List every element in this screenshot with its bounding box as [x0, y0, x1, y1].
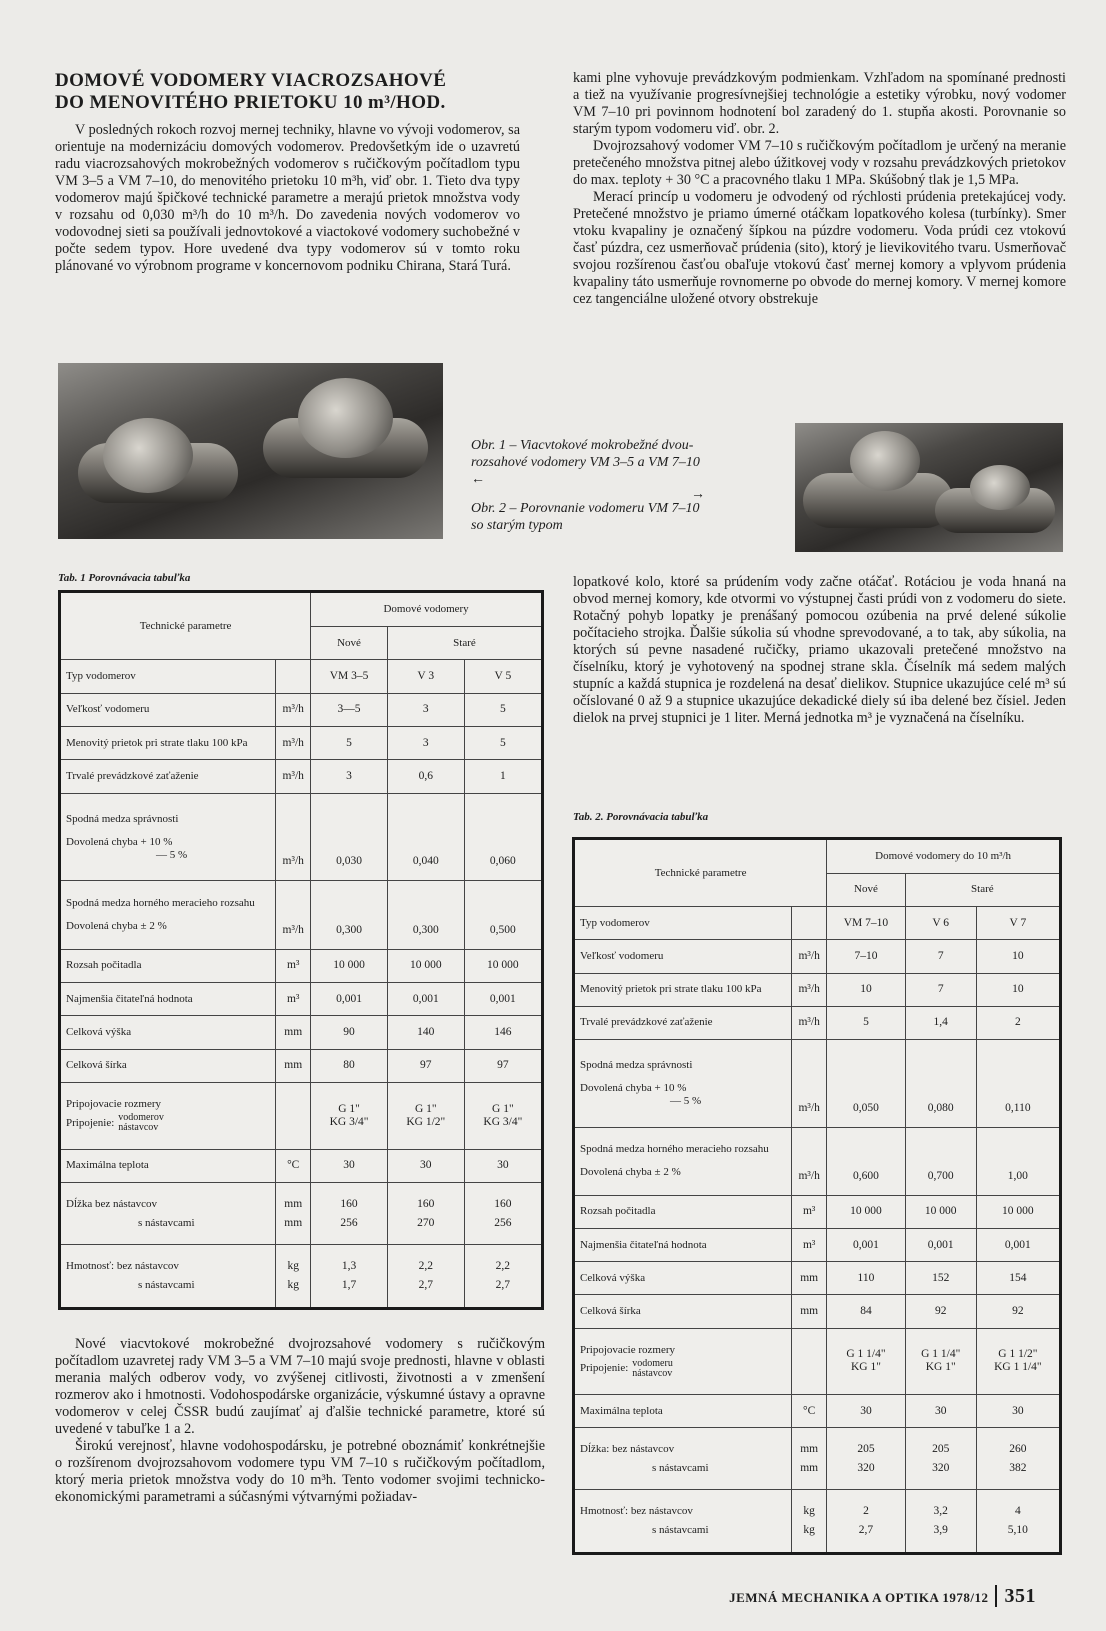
- value-old-1-cell: 10 000: [387, 949, 464, 982]
- value-old-1-cell: 0,040: [387, 793, 464, 881]
- value-old-2-cell: 160 256: [464, 1183, 542, 1245]
- value-old-1-cell: 160 270: [387, 1183, 464, 1245]
- value-new-cell: 30: [311, 1149, 388, 1182]
- value-new-cell: 10 000: [827, 1195, 905, 1228]
- table-row: [60, 693, 543, 726]
- unit-cell: °C: [792, 1395, 827, 1428]
- left-paragraph-2: Nové viacvtokové mokrobežné dvojrozsahové vodomery s ručičkovým počítadlom uzavretej rady VM 3–5 a VM 7–10 majú svoje prednosti, hlavne v oblasti merania malých odberov vody, vo zvýšenej citlivosti, životnosti a v zmenšení rozmerov ako i hmotnosti. Vodohospodárske organizácie, výskumné ústavy a opravne vodomerov v celej ČSSR budú zaujímať aj ďalšie technické parametre, ktoré sú uvedené v tabuľke 1 a 2.: [55, 1336, 545, 1437]
- value-old-1-cell: 30: [387, 1149, 464, 1182]
- value-old-2-cell: 10 000: [464, 949, 542, 982]
- table-row: [574, 1328, 1061, 1395]
- right-paragraph-4: lopatkové kolo, ktoré sa prúdením vody začne otáčať. Rotáciou je voda hnaná na obvod mernej komory, kde otvormi vo výstupnej časti prúdi von z vodomeru do siete. Rotačný pohyb lopatky je prenášaný pomocou ozúbenia na prvé delené súkolie počítacieho strojka. Ďalšie súkolia sú vhodne sprevodované, a to tak, aby súkolia, na ktorých sú pevne nasadené ručičky, priamo ukazovali pretečené množstvo na číselníku, ktorý je vyhotovený na spodnej strane skla. Číselník má sedem malých stupníc a každá stupnica je rozdelená na desať dielikov. Stupnice ukazujúce celé m³ sú očíslované 0 až 9 a stupnice ukazujúce dekadické diely sú iba delené bez čísiel. Jeden dielok na prvej stupnici je 1 liter. Merná jednotka m³ je vyznačená na číselníku.: [573, 574, 1066, 726]
- table-row: [60, 1016, 543, 1049]
- figure-1-photo: [58, 363, 443, 539]
- unit-cell: m³/h: [276, 693, 311, 726]
- value-new-cell: 5: [311, 726, 388, 759]
- value-old-1-cell: G 1 1/4" KG 1": [905, 1328, 976, 1395]
- value-old-2-cell: 97: [464, 1049, 542, 1082]
- unit-cell: mm: [792, 1262, 827, 1295]
- param-cell: Trvalé prevádzkové zaťaženie: [60, 760, 276, 793]
- figure-2-photo: [795, 423, 1063, 552]
- value-old-2-cell: 2: [976, 1006, 1060, 1039]
- value-old-2-cell: 0,110: [976, 1040, 1060, 1128]
- intro-paragraph: V posledných rokoch rozvoj mernej techniky, hlavne vo vývoji vodomerov, sa orientuje na modernizáciu domových vodomerov. Predovšetkým ide o uzavretú radu viacrozsahových mokrobežných vodomerov s ručičkovým počítadlom typu VM 3–5 a VM 7–10, do menovitého prietoku 10 m³h, viď obr. 1. Tieto dva typy vodomerov majú špičkové technické parametre a merajú prietok množstva vody v rozsahu od 0,030 m³/h do 10 m³/h. Do zavedenia nových vodomerov vo vodovodnej sieti sa používali jednovtokové a viactokové vodomery suchobežné v počte sedem typov. Hore uvedené dva typy vodomerov sú v tomto roku plánované vo výrobnom programe v koncernovom podniku Chirana, Stará Turá.: [55, 122, 520, 274]
- param-cell: Hmotnosť: bez nástavcov s nástavcami: [60, 1245, 276, 1309]
- value-old-2-cell: 92: [976, 1295, 1060, 1328]
- value-old-2-cell: 10: [976, 940, 1060, 973]
- value-old-2-cell: 260 382: [976, 1428, 1060, 1490]
- article-title: [55, 70, 515, 114]
- figure-1-caption: [471, 437, 771, 488]
- header-old: Staré: [387, 626, 542, 659]
- value-new-cell: 2 2,7: [827, 1490, 905, 1554]
- caption-2-line-1: Obr. 2 – Porovnanie vodomeru VM 7–10: [471, 501, 700, 516]
- param-cell: Spodná medza správnosti Dovolená chyba + 10 % — 5 %: [60, 793, 276, 881]
- table-row: [60, 1083, 543, 1150]
- right-paragraph-3: Merací princíp u vodomeru je odvodený od rýchlosti prúdenia pretekajúcej vody. Pretečené množstvo je priamo úmerné otáčkam lopatkového kolesa (turbínky). Smer vtoku kvapaliny je označený šípkou na púzdre vodomeru. Voda prúdi cez vtokovú časť púzdra, cez usmerňovač prúdenia (sito), ktorý je lievikovitého tvaru. Usmerňovač svojou rozšírenou časťou obaľuje vtokovú časť mernej komory a vplyvom prúdenia kvapaliny táto usmerňuje rovnomerne po obvode do mernej komory. V mernej komore cez tangenciálne uložené otvory obstrekuje: [573, 189, 1066, 307]
- param-cell: Najmenšia čitateľná hodnota: [60, 983, 276, 1016]
- param-cell: Trvalé prevádzkové zaťaženie: [574, 1006, 792, 1039]
- param-cell: Rozsah počitadla: [60, 949, 276, 982]
- unit-cell: m³/h: [276, 726, 311, 759]
- value-new-cell: 0,001: [311, 983, 388, 1016]
- param-cell: Dĺžka: bez nástavcov s nástavcami: [574, 1428, 792, 1490]
- param-cell: Menovitý prietok pri strate tlaku 100 kPa: [60, 726, 276, 759]
- value-old-1-cell: 152: [905, 1262, 976, 1295]
- unit-cell: m³/h: [276, 881, 311, 949]
- table-row: [574, 1428, 1061, 1490]
- unit-cell: mm mm: [792, 1428, 827, 1490]
- value-old-1-cell: 140: [387, 1016, 464, 1049]
- table-row: [60, 881, 543, 949]
- table-row: [60, 660, 543, 693]
- table-row: [60, 1049, 543, 1082]
- figure-2-caption: [471, 489, 771, 534]
- title-line-1: DOMOVÉ VODOMERY VIACROZSAHOVÉ: [55, 70, 447, 91]
- param-cell: Hmotnosť: bez nástavcov s nástavcami: [574, 1490, 792, 1554]
- value-new-cell: 10: [827, 973, 905, 1006]
- value-old-1-cell: V 6: [905, 907, 976, 940]
- table-row: [574, 1006, 1061, 1039]
- value-old-2-cell: G 1" KG 3/4": [464, 1083, 542, 1150]
- table-row: [60, 726, 543, 759]
- value-new-cell: 30: [827, 1395, 905, 1428]
- table-row: [60, 949, 543, 982]
- right-paragraph-2: Dvojrozsahový vodomer VM 7–10 s ručičkovým počítadlom je určený na meranie pretečeného množstva pitnej alebo úžitkovej vody v rozsahu prevádzkových prietokov do max. teploty + 30 °C a pracovného tlaku 1 MPa. Skúšobný tlak je 1,5 MPa.: [573, 138, 1066, 188]
- value-old-2-cell: 146: [464, 1016, 542, 1049]
- param-cell: Maximálna teplota: [574, 1395, 792, 1428]
- value-old-1-cell: 2,2 2,7: [387, 1245, 464, 1309]
- value-new-cell: 10 000: [311, 949, 388, 982]
- table-2-label: Tab. 2. Porovnávacia tabuľka: [573, 811, 709, 823]
- value-old-1-cell: V 3: [387, 660, 464, 693]
- param-cell: Najmenšia čitateľná hodnota: [574, 1228, 792, 1261]
- table-row: [60, 760, 543, 793]
- unit-cell: m³: [276, 983, 311, 1016]
- value-new-cell: G 1" KG 3/4": [311, 1083, 388, 1150]
- value-old-1-cell: 0,001: [387, 983, 464, 1016]
- unit-cell: m³: [792, 1195, 827, 1228]
- value-old-2-cell: 30: [976, 1395, 1060, 1428]
- table-header-row: [60, 592, 543, 627]
- value-old-1-cell: 0,300: [387, 881, 464, 949]
- value-old-2-cell: V 5: [464, 660, 542, 693]
- table-row: [574, 1127, 1061, 1195]
- page-footer: [729, 1585, 1036, 1608]
- table-2: [572, 837, 1062, 1555]
- header-new: Nové: [827, 873, 905, 906]
- arrow-left-icon: ←: [471, 472, 485, 487]
- param-cell: Celková výška: [60, 1016, 276, 1049]
- value-new-cell: 80: [311, 1049, 388, 1082]
- value-old-2-cell: 154: [976, 1262, 1060, 1295]
- table-row: [574, 940, 1061, 973]
- header-group: Domové vodomery do 10 m³/h: [827, 839, 1061, 874]
- value-new-cell: 3: [311, 760, 388, 793]
- value-old-2-cell: 10: [976, 973, 1060, 1006]
- unit-cell: [276, 660, 311, 693]
- table-row: [574, 907, 1061, 940]
- unit-cell: m³/h: [792, 973, 827, 1006]
- value-old-2-cell: 1: [464, 760, 542, 793]
- value-old-1-cell: G 1" KG 1/2": [387, 1083, 464, 1150]
- table-row: [574, 1195, 1061, 1228]
- table-1-label: Tab. 1 Porovnávacia tabuľka: [58, 572, 191, 584]
- value-old-2-cell: 2,2 2,7: [464, 1245, 542, 1309]
- table-row: [574, 1295, 1061, 1328]
- header-new: Nové: [311, 626, 388, 659]
- caption-1-line-1: Obr. 1 – Viacvtokové mokrobežné dvou-: [471, 438, 694, 453]
- table-header-row: [574, 839, 1061, 874]
- table-row: [60, 793, 543, 881]
- unit-cell: [792, 907, 827, 940]
- value-old-1-cell: 0,001: [905, 1228, 976, 1261]
- value-old-1-cell: 0,080: [905, 1040, 976, 1128]
- param-cell: Dĺžka bez nástavcov s nástavcami: [60, 1183, 276, 1245]
- value-new-cell: 1,3 1,7: [311, 1245, 388, 1309]
- value-old-2-cell: 5: [464, 693, 542, 726]
- unit-cell: m³/h: [792, 940, 827, 973]
- unit-cell: [792, 1328, 827, 1395]
- param-cell: Celková výška: [574, 1262, 792, 1295]
- unit-cell: m³/h: [792, 1127, 827, 1195]
- table-row: [574, 1490, 1061, 1554]
- value-old-2-cell: V 7: [976, 907, 1060, 940]
- param-cell: Celková šírka: [574, 1295, 792, 1328]
- value-old-2-cell: 0,500: [464, 881, 542, 949]
- value-old-2-cell: 1,00: [976, 1127, 1060, 1195]
- value-new-cell: VM 7–10: [827, 907, 905, 940]
- left-column-bottom: [55, 1336, 545, 1506]
- right-column-top: [573, 70, 1066, 308]
- param-cell: Spodná medza horného meracieho rozsahu Dovolená chyba ± 2 %: [574, 1127, 792, 1195]
- unit-cell: °C: [276, 1149, 311, 1182]
- value-old-1-cell: 30: [905, 1395, 976, 1428]
- unit-cell: mm: [276, 1016, 311, 1049]
- unit-cell: mm mm: [276, 1183, 311, 1245]
- value-old-1-cell: 7: [905, 940, 976, 973]
- unit-cell: kg kg: [276, 1245, 311, 1309]
- value-new-cell: 5: [827, 1006, 905, 1039]
- value-new-cell: VM 3–5: [311, 660, 388, 693]
- value-old-1-cell: 3: [387, 726, 464, 759]
- value-old-1-cell: 97: [387, 1049, 464, 1082]
- unit-cell: m³/h: [276, 760, 311, 793]
- table-row: [60, 983, 543, 1016]
- value-new-cell: 90: [311, 1016, 388, 1049]
- unit-cell: [276, 1083, 311, 1150]
- param-cell: Typ vodomerov: [60, 660, 276, 693]
- table-row: [574, 973, 1061, 1006]
- journal-name: JEMNÁ MECHANIKA A OPTIKA 1978/12: [729, 1590, 989, 1605]
- value-old-1-cell: 7: [905, 973, 976, 1006]
- table-row: [574, 1395, 1061, 1428]
- unit-cell: m³/h: [792, 1006, 827, 1039]
- param-cell: Veľkosť vodomeru: [574, 940, 792, 973]
- value-old-2-cell: 0,060: [464, 793, 542, 881]
- header-group: Domové vodomery: [311, 592, 543, 627]
- value-old-2-cell: 0,001: [976, 1228, 1060, 1261]
- value-new-cell: 160 256: [311, 1183, 388, 1245]
- param-cell: Pripojovacie rozmery Pripojenie: vodomeru nástavcov: [574, 1328, 792, 1395]
- value-new-cell: 84: [827, 1295, 905, 1328]
- table-row: [574, 1040, 1061, 1128]
- value-new-cell: 0,300: [311, 881, 388, 949]
- value-new-cell: G 1 1/4" KG 1": [827, 1328, 905, 1395]
- caption-2-line-2: so starým typom: [471, 518, 563, 533]
- value-old-2-cell: 4 5,10: [976, 1490, 1060, 1554]
- value-old-2-cell: 30: [464, 1149, 542, 1182]
- caption-1-line-2: rozsahové vodomery VM 3–5 a VM 7–10: [471, 455, 700, 470]
- param-cell: Spodná medza horného meracieho rozsahu Dovolená chyba ± 2 %: [60, 881, 276, 949]
- unit-cell: kg kg: [792, 1490, 827, 1554]
- value-old-2-cell: G 1 1/2" KG 1 1/4": [976, 1328, 1060, 1395]
- table-row: [574, 1262, 1061, 1295]
- unit-cell: m³: [276, 949, 311, 982]
- value-new-cell: 0,030: [311, 793, 388, 881]
- param-cell: Rozsah počitadla: [574, 1195, 792, 1228]
- left-paragraph-3: Širokú verejnosť, hlavne vodohospodársku, je potrebné oboznámiť konkrétnejšie o rozšírenom dvojrozsahovom vodomere typu VM 7–10 s ručičkovým počítadlom, ktorý meria prietok množstva vody do 10 m³h. Tento vodomer svojimi technicko-ekonomickými parametrami a súčasnými výtvarnými požiadav-: [55, 1438, 545, 1505]
- table-row: [60, 1245, 543, 1309]
- value-new-cell: 0,600: [827, 1127, 905, 1195]
- value-old-1-cell: 92: [905, 1295, 976, 1328]
- page-number: 351: [995, 1585, 1037, 1607]
- value-old-1-cell: 0,700: [905, 1127, 976, 1195]
- table-1: [58, 590, 544, 1310]
- value-new-cell: 0,001: [827, 1228, 905, 1261]
- value-old-2-cell: 10 000: [976, 1195, 1060, 1228]
- value-new-cell: 3—5: [311, 693, 388, 726]
- param-cell: Spodná medza správnosti Dovolená chyba + 10 % — 5 %: [574, 1040, 792, 1128]
- unit-cell: m³/h: [792, 1040, 827, 1128]
- table-row: [574, 1228, 1061, 1261]
- param-cell: Pripojovacie rozmery Pripojenie: vodomerov nástavcov: [60, 1083, 276, 1150]
- arrow-right-icon: →: [691, 487, 705, 502]
- value-old-1-cell: 0,6: [387, 760, 464, 793]
- param-cell: Maximálna teplota: [60, 1149, 276, 1182]
- param-cell: Veľkosť vodomeru: [60, 693, 276, 726]
- value-old-2-cell: 5: [464, 726, 542, 759]
- table-row: [60, 1183, 543, 1245]
- value-old-1-cell: 1,4: [905, 1006, 976, 1039]
- unit-cell: m³: [792, 1228, 827, 1261]
- value-new-cell: 110: [827, 1262, 905, 1295]
- param-cell: Menovitý prietok pri strate tlaku 100 kPa: [574, 973, 792, 1006]
- value-old-1-cell: 10 000: [905, 1195, 976, 1228]
- unit-cell: m³/h: [276, 793, 311, 881]
- title-line-2: DO MENOVITÉHO PRIETOKU 10 m³/HOD.: [55, 92, 446, 113]
- value-new-cell: 205 320: [827, 1428, 905, 1490]
- value-old-2-cell: 0,001: [464, 983, 542, 1016]
- value-new-cell: 0,050: [827, 1040, 905, 1128]
- unit-cell: mm: [792, 1295, 827, 1328]
- header-params: Technické parametre: [574, 839, 827, 907]
- header-params: Technické parametre: [60, 592, 311, 660]
- unit-cell: mm: [276, 1049, 311, 1082]
- header-old: Staré: [905, 873, 1060, 906]
- param-cell: Celková šírka: [60, 1049, 276, 1082]
- param-cell: Typ vodomerov: [574, 907, 792, 940]
- table-row: [60, 1149, 543, 1182]
- value-old-1-cell: 205 320: [905, 1428, 976, 1490]
- right-paragraph-1: kami plne vyhovuje prevádzkovým podmienkam. Vzhľadom na spomínané prednosti a tiež na využívanie progresívnejšiej technológie a estetiky výrobku, nový vodomer VM 7–10 pri povinnom hodnotení bol zaradený do 1. stupňa akosti. Porovnanie so starým typom vodomeru viď. obr. 2.: [573, 70, 1066, 137]
- value-old-1-cell: 3: [387, 693, 464, 726]
- value-new-cell: 7–10: [827, 940, 905, 973]
- value-old-1-cell: 3,2 3,9: [905, 1490, 976, 1554]
